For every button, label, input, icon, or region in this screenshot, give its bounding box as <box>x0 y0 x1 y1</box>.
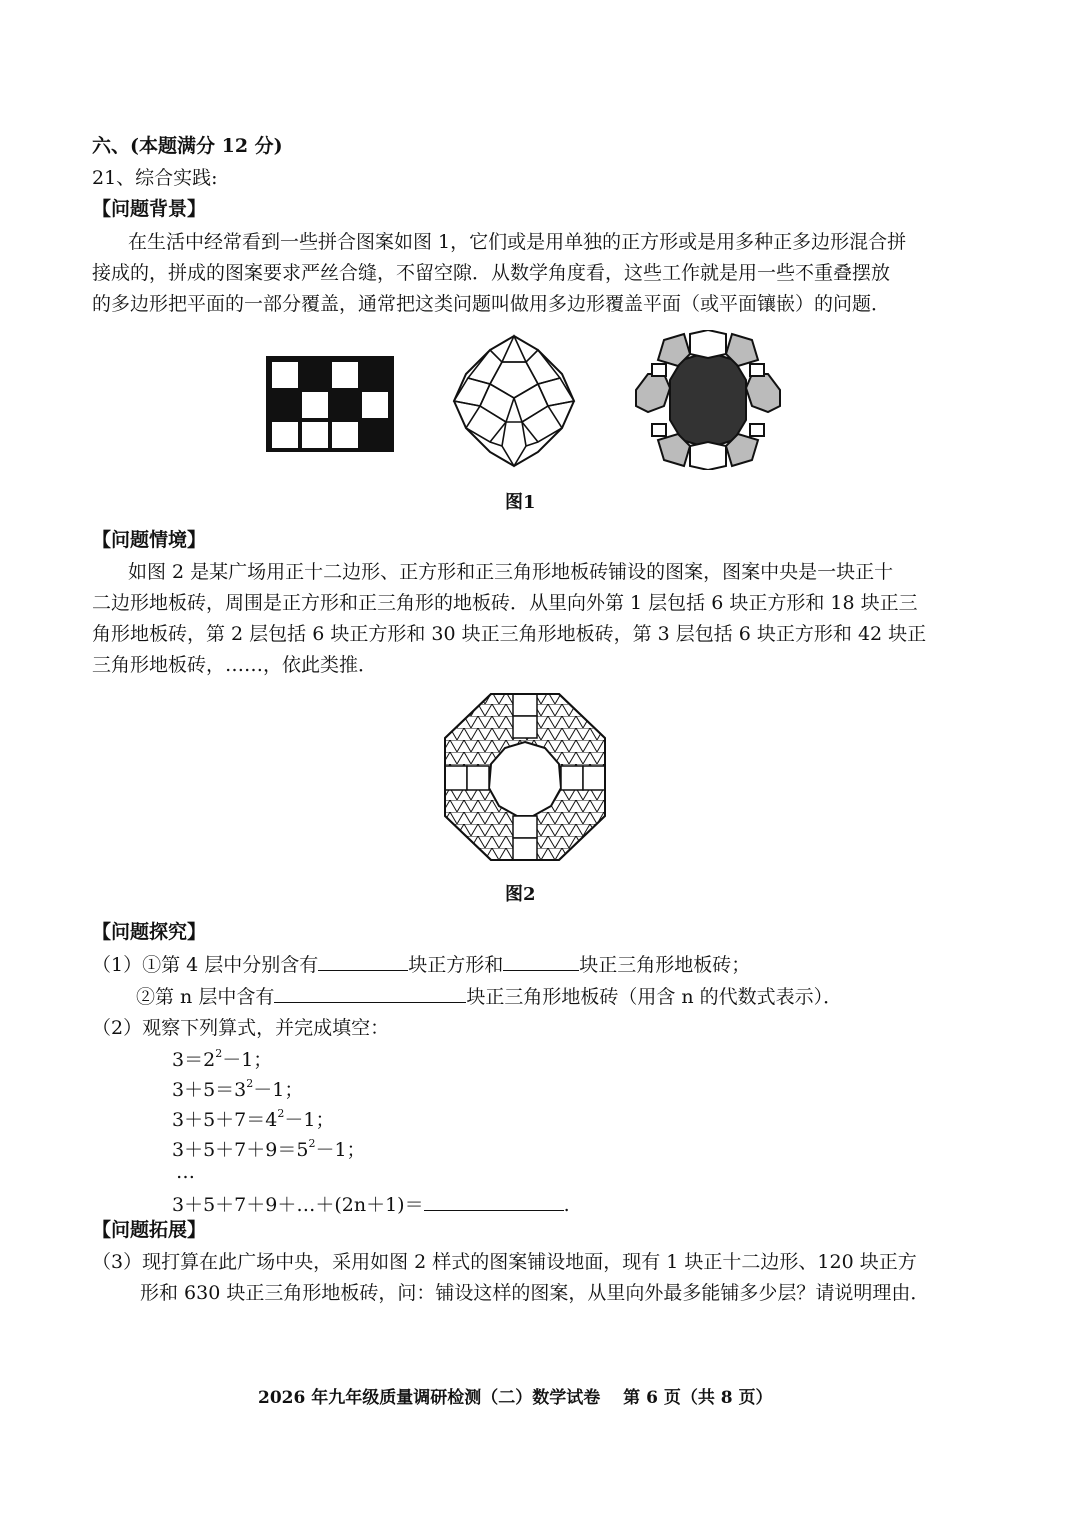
q1a-mid: 块正方形和 <box>408 954 504 976</box>
eq3-text: 3＋5＋7＝4 <box>172 1109 278 1131</box>
equation-last <box>172 1192 570 1217</box>
figure1-octagon-hexagon-tiling <box>634 330 782 470</box>
explore-header: 【问题探究】 <box>92 921 207 943</box>
equation-3 <box>172 1108 334 1132</box>
figure1-caption: 图1 <box>505 492 536 513</box>
figure2-caption: 图2 <box>505 884 536 905</box>
eq1-text: 3＝2 <box>172 1049 216 1071</box>
background-header: 【问题背景】 <box>92 198 207 220</box>
situation-header: 【问题情境】 <box>92 529 207 551</box>
page-footer: 2026 年九年级质量调研检测（二）数学试卷 第 6 页（共 8 页） <box>258 1388 773 1408</box>
eq1-exp: 2 <box>215 1047 223 1060</box>
eq4-tail: －1； <box>315 1139 366 1161</box>
figure1-checkerboard <box>266 356 394 452</box>
eq-last-period: . <box>563 1194 570 1216</box>
q1b-prefix: ②第 n 层中含有 <box>136 986 275 1008</box>
background-line-2: 接成的，拼成的图案要求严丝合缝，不留空隙．从数学角度看，这些工作就是用一些不重叠摆放 <box>92 262 891 284</box>
eq4-text: 3＋5＋7＋9＝5 <box>172 1139 309 1161</box>
figure1-square-triangle-tiling <box>450 332 578 470</box>
eq3-tail: －1； <box>284 1109 335 1131</box>
background-line-3: 的多边形把平面的一部分覆盖，通常把这类问题叫做用多边形覆盖平面（或平面镶嵌）的问题． <box>92 293 891 315</box>
q2-instruction: （2）观察下列算式，并完成填空： <box>92 1017 390 1039</box>
equation-1 <box>172 1048 272 1072</box>
eq3-exp: 2 <box>277 1107 285 1120</box>
q1a-blank-triangles[interactable] <box>503 952 579 971</box>
eq-last-blank[interactable] <box>424 1192 564 1211</box>
q1a-blank-squares[interactable] <box>318 952 408 971</box>
question-number: 21、综合实践: <box>92 167 218 189</box>
extend-line-1: （3）现打算在此广场中央，采用如图 2 样式的图案铺设地面，现有 1 块正十二边形、120 块正方 <box>92 1251 917 1273</box>
eq1-tail: －1； <box>222 1049 273 1071</box>
eq-last-text: 3＋5＋7＋9＋…＋(2n＋1)＝ <box>172 1194 424 1216</box>
eq4-exp: 2 <box>308 1137 316 1150</box>
situation-line-4: 三角形地板砖，……，依此类推． <box>92 654 378 676</box>
eq2-text: 3＋5＝3 <box>172 1079 247 1101</box>
situation-line-2: 二边形地板砖，周围是正方形和正三角形的地板砖．从里向外第 1 层包括 6 块正方形和 18 块正三 <box>92 592 918 614</box>
q1a-prefix: （1）①第 4 层中分别含有 <box>92 954 319 976</box>
equation-2 <box>172 1078 303 1102</box>
eq2-tail: －1； <box>253 1079 304 1101</box>
situation-line-3: 角形地板砖，第 2 层包括 6 块正方形和 30 块正三角形地板砖，第 3 层包括 6 块正方形和 42 块正 <box>92 623 927 645</box>
extend-line-2: 形和 630 块正三角形地板砖，问：铺设这样的图案，从里向外最多能铺多少层？请说明理由． <box>140 1282 930 1304</box>
q1a-suffix: 块正三角形地板砖； <box>579 954 751 976</box>
situation-line-1: 如图 2 是某广场用正十二边形、正方形和正三角形地板砖铺设的图案，图案中央是一块正十 <box>128 561 894 583</box>
equation-dots: … <box>176 1161 195 1183</box>
q1b-suffix: 块正三角形地板砖（用含 n 的代数式表示）． <box>466 986 843 1008</box>
equation-4 <box>172 1138 366 1162</box>
extend-header: 【问题拓展】 <box>92 1219 207 1241</box>
section-title: 六、(本题满分 12 分) <box>92 135 283 157</box>
q1a <box>92 952 750 977</box>
background-line-1: 在生活中经常看到一些拼合图案如图 1，它们或是用单独的正方形或是用多种正多边形混合拼 <box>128 231 907 253</box>
figure2-dodecagon-pattern <box>443 692 607 862</box>
q1b <box>136 984 842 1009</box>
q1b-blank[interactable] <box>274 984 466 1003</box>
eq2-exp: 2 <box>246 1077 254 1090</box>
